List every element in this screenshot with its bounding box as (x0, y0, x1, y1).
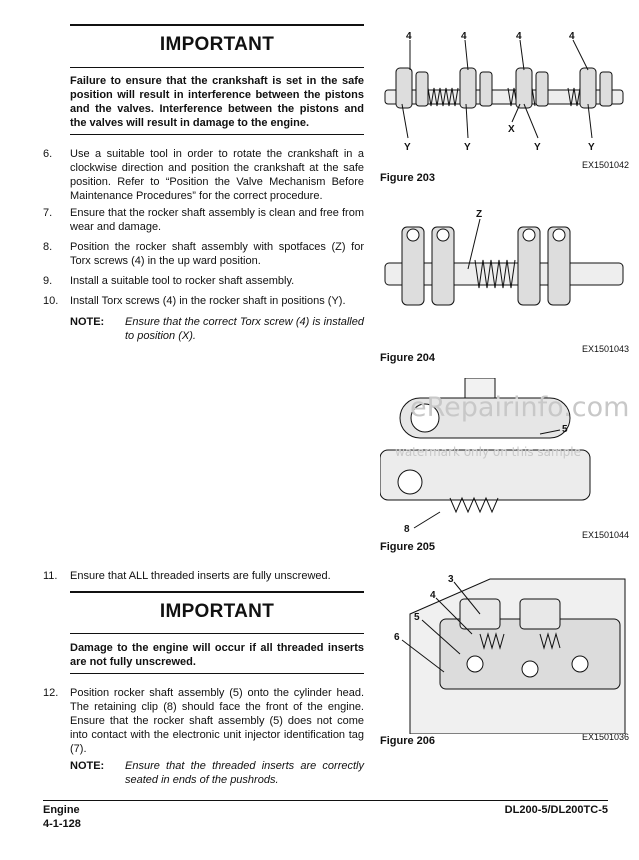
watermark-site: eRepairinfo.com (410, 392, 630, 423)
step-number: 9. (43, 275, 53, 287)
callout-x: X (508, 124, 515, 135)
step-number: 12. (43, 687, 59, 699)
step-text: Ensure that the rocker shaft assembly is clean and free from wear and damage. (70, 207, 364, 233)
step-text: Use a suitable tool in order to rotate the crankshaft in a clockwise direction and position the crankshaft at the safe position. Refer to “Position the Valve Mechanism Before Maintenance Procedures” for the correct procedure. (70, 148, 364, 202)
figure-code: EX1501043 (581, 344, 629, 354)
footer-section: Engine (43, 804, 80, 816)
callout-4: 4 (461, 31, 467, 42)
figure-code: EX1501042 (581, 160, 629, 170)
callout-3: 3 (448, 574, 454, 585)
callout-8: 8 (404, 524, 410, 533)
note-text: Ensure that the correct Torx screw (4) is installed to position (X). (125, 316, 364, 342)
callout-z: Z (476, 209, 483, 220)
footer-model: DL200-5/DL200TC-5 (504, 804, 608, 816)
figure-label: Figure 204 (380, 352, 436, 364)
figure-204 (380, 205, 630, 345)
callout-6: 6 (394, 632, 400, 643)
important-top-rule (70, 591, 364, 593)
callout-y: Y (534, 142, 541, 153)
cylinder-head-illustration (380, 574, 630, 734)
important-title: IMPORTANT (159, 601, 275, 622)
important-title: IMPORTANT (159, 34, 275, 55)
step-number: 11. (43, 570, 58, 582)
step-text: Position rocker shaft assembly (5) onto the cylinder head. The retaining clip (8) should face the front of the engine. Ensure that the rocker shaft assembly (5) does not come into contact with the electronic unit injector identification tag (7). (70, 687, 364, 755)
step-text: Ensure that ALL threaded inserts are fully unscrewed. (70, 570, 331, 582)
callout-4: 4 (430, 590, 436, 601)
callout-5: 5 (562, 424, 568, 435)
important-text: Damage to the engine will occur if all threaded inserts are not fully unscrewed. (70, 642, 364, 668)
figure-code: EX1501044 (581, 530, 629, 540)
step-number: 7. (43, 207, 53, 219)
callout-4: 4 (516, 31, 522, 42)
note-label: NOTE: (70, 760, 105, 772)
figure-label: Figure 205 (380, 541, 436, 553)
figure-label: Figure 206 (380, 735, 436, 747)
rocker-assembly-illustration (380, 205, 630, 340)
note-label: NOTE: (70, 316, 105, 328)
step-number: 8. (43, 241, 53, 253)
callout-4: 4 (406, 31, 412, 42)
figure-code: EX1501036 (581, 732, 629, 742)
important-text: Failure to ensure that the crankshaft is set in the safe position will result in interference between the pistons and the valves. Interference between the pistons and the valves will result in damage to the engine. (70, 75, 364, 129)
important-divider (70, 67, 364, 68)
callout-y: Y (588, 142, 595, 153)
callout-5: 5 (414, 612, 420, 623)
step-text: Install Torx screws (4) in the rocker shaft in positions (Y). (70, 295, 346, 307)
footer-page: 4-1-128 (43, 818, 81, 830)
note-text: Ensure that the threaded inserts are correctly seated in ends of the pushrods. (125, 760, 364, 786)
important-bottom-rule (70, 134, 364, 135)
callout-y: Y (404, 142, 411, 153)
watermark-line: watermark only on this sample (395, 445, 582, 459)
important-bottom-rule (70, 673, 364, 674)
callout-y: Y (464, 142, 471, 153)
step-number: 10. (43, 295, 59, 307)
step-text: Position the rocker shaft assembly with spotfaces (Z) for Torx screws (4) in the up ward position. (70, 241, 364, 267)
rocker-shaft-illustration (380, 30, 630, 170)
footer-rule (43, 800, 608, 801)
figure-label: Figure 203 (380, 172, 436, 184)
step-text: Install a suitable tool to rocker shaft assembly. (70, 275, 295, 287)
step-number: 6. (43, 148, 53, 160)
important-top-rule (70, 24, 364, 26)
figure-206 (380, 574, 630, 734)
important-divider (70, 633, 364, 634)
callout-4: 4 (569, 31, 575, 42)
